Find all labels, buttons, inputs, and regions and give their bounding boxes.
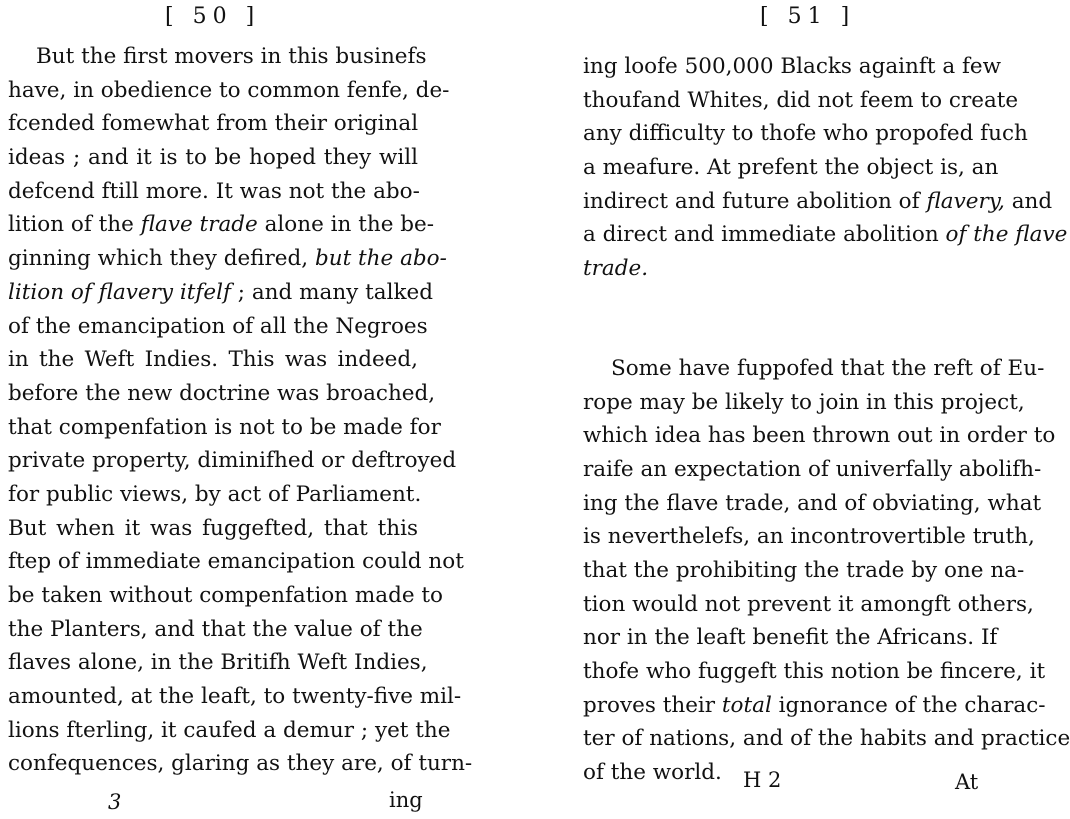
left-page-text [8, 40, 473, 781]
text-line: before the new doctrine was broached, [8, 380, 436, 406]
text-run: lition of the [8, 212, 141, 238]
text-line: nor in the leaft benefit the Africans. If [583, 625, 998, 651]
text-line: amounted, at the leaft, to twenty-five mil- [8, 684, 462, 710]
text-line [583, 252, 995, 286]
text-line: of the emancipation of all the Negroes [8, 313, 428, 339]
signature-mark: H 2 [743, 768, 782, 792]
text-line: flaves alone, in the Britifh Weft Indies, [8, 650, 428, 676]
text-line-mixed [583, 218, 1068, 252]
italic-run: of the flave [945, 222, 1068, 248]
italic-run: but the abo- [314, 246, 447, 272]
right-page-text [583, 50, 1070, 790]
text-run: alone in the be- [257, 212, 435, 238]
text-line: for public views, by act of Parliament. [8, 481, 422, 507]
catchword: ing [389, 788, 423, 812]
text-line: ing the flave trade, and of obviating, what [583, 490, 1042, 516]
text-line: ter of nations, and of the habits and practice [583, 726, 1070, 752]
page-number-header: [ 50 ] [165, 4, 261, 29]
italic-run: total [721, 692, 772, 718]
signature-mark: 3 [108, 790, 122, 814]
text-line: ideas ; and it is to be hoped they will [8, 145, 418, 171]
catchword: At [955, 770, 979, 794]
text-line: ing loofe 500,000 Blacks againft a few [583, 54, 1002, 79]
text-line: of the world. [583, 760, 722, 786]
italic-run: lition of flavery itfelf [8, 279, 231, 305]
italic-run: flave trade [140, 212, 258, 238]
text-line: Some have fuppofed that the reft of Eu- [611, 355, 1045, 381]
text-line: tion would not prevent it amongft others, [583, 591, 1034, 617]
text-run: ignorance of the charac- [771, 692, 1046, 718]
page-number-header: [ 51 ] [760, 4, 856, 29]
text-line: thoufand Whites, did not feem to create [583, 87, 1019, 113]
text-line: have, in obedience to common fenfe, de- [8, 77, 450, 103]
text-line: raife an expectation of univerfally abolifh- [583, 456, 1042, 482]
text-line: thofe who fuggeft this notion be fincere, it [583, 659, 1046, 684]
text-line: fcended fomewhat from their original [8, 111, 419, 137]
text-line: confequences, glaring as they are, of turn- [8, 751, 473, 777]
left-page [0, 0, 500, 819]
text-line: a meafure. At prefent the object is, an [583, 155, 999, 181]
text-line-mixed [583, 689, 1046, 723]
text-line: rope may be likely to join in this project, [583, 389, 1025, 415]
text-line-mixed [8, 242, 447, 276]
text-line: ftep of immediate emancipation could not [8, 549, 464, 575]
text-line: that compenfation is not to be made for [8, 414, 441, 440]
text-line: defcend ftill more. It was not the abo- [8, 178, 420, 204]
text-line: private property, diminifhed or deftroyed [8, 448, 457, 474]
text-run: indirect and future abolition of [583, 188, 927, 214]
text-line: But the first movers in this businefs [36, 44, 427, 69]
text-line: that the prohibiting the trade by one na- [583, 557, 1025, 583]
text-run: and [1004, 188, 1053, 214]
text-run: ginning which they defired, [8, 246, 315, 272]
text-line: the Planters, and that the value of the [8, 616, 423, 642]
text-run: proves their [583, 692, 722, 718]
text-line-mixed [8, 208, 435, 242]
text-line: lions fterling, it caufed a demur ; yet the [8, 717, 451, 743]
text-line-mixed [583, 185, 1053, 219]
text-line: But when it was fuggefted, that this [8, 515, 418, 541]
text-line: any difficulty to thofe who propofed fuch [583, 121, 1028, 147]
text-run: ; and many talked [230, 279, 434, 305]
italic-run: flavery, [926, 188, 1005, 214]
text-line-mixed [8, 276, 434, 310]
text-line: be taken without compenfation made to [8, 583, 443, 608]
text-run: a direct and immediate abolition [583, 222, 946, 248]
text-line: is neverthelefs, an incontrovertible truth, [583, 524, 1035, 550]
paragraph-gap [583, 286, 995, 352]
text-line: which idea has been thrown out in order to [583, 423, 1056, 449]
italic-run: trade. [583, 256, 649, 282]
text-line: in the Weft Indies. This was indeed, [8, 347, 418, 373]
